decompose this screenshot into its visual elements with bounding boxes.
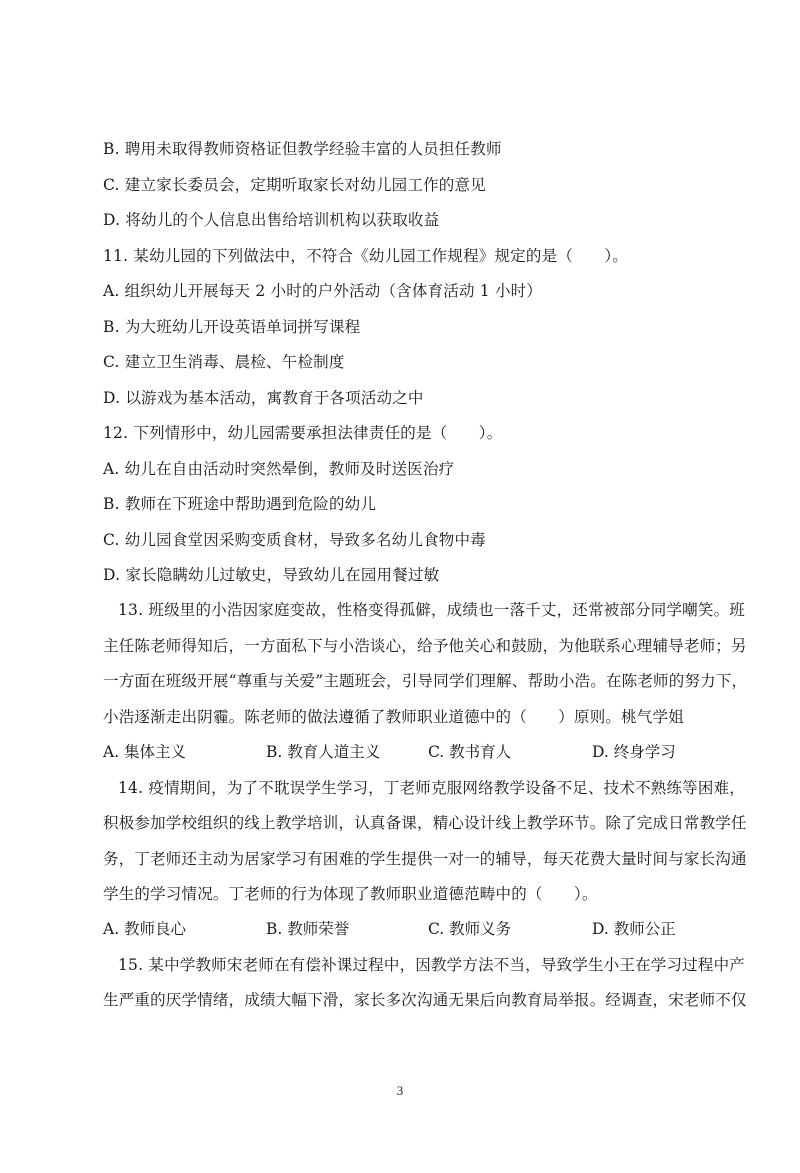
q14-option-c: C. 教师义务 [428,920,512,938]
q15-stem-line-1: 15. 某中学教师宋老师在有偿补课过程中，因教学方法不当，导致学生小王在学习过程中产 [118,956,745,974]
q13-option-b: B. 教育人道主义 [266,743,381,761]
page-number: 3 [396,1083,404,1098]
q13-stem-line-4: 小浩逐渐走出阴霾。陈老师的做法遵循了教师职业道德中的（ ）原则。桃气学姐 [103,708,684,726]
q14-option-d: D. 教师公正 [592,920,676,938]
q11-option-b: B. 为大班幼儿开设英语单词拼写课程 [103,318,361,336]
q10-option-d: D. 将幼儿的个人信息出售给培训机构以获取收益 [103,211,440,229]
q14-stem-line-4: 学生的学习情况。丁老师的行为体现了教师职业道德范畴中的（ ）。 [103,885,598,903]
q14-stem-line-2: 积极参加学校组织的线上教学培训，认真备课，精心设计线上教学环节。除了完成日常教学任 [103,814,747,832]
q12-option-c: C. 幼儿园食堂因采购变质食材，导致多名幼儿食物中毒 [103,531,486,549]
q13-stem-line-3: 一方面在班级开展“尊重与关爱”主题班会，引导同学们理解、帮助小浩。在陈老师的努力下， [103,672,748,690]
q11-option-c: C. 建立卫生消毒、晨检、午检制度 [103,353,345,371]
q12-option-a: A. 幼儿在自由活动时突然晕倒，教师及时送医治疗 [103,460,455,478]
q13-option-d: D. 终身学习 [592,743,676,761]
q11-option-d: D. 以游戏为基本活动，寓教育于各项活动之中 [103,389,424,407]
q13-option-a: A. 集体主义 [103,743,187,761]
q13-stem-line-1: 13. 班级里的小浩因家庭变故，性格变得孤僻，成绩也一落千丈，还常被部分同学嘲笑。班 [118,601,745,619]
q13-stem-line-2: 主任陈老师得知后，一方面私下与小浩谈心，给予他关心和鼓励，为他联系心理辅导老师；另 [103,637,747,655]
q14-option-a: A. 教师良心 [103,920,187,938]
q10-option-c: C. 建立家长委员会，定期听取家长对幼儿园工作的意见 [103,176,486,194]
q14-option-b: B. 教师荣誉 [266,920,350,938]
q13-option-c: C. 教书育人 [428,743,512,761]
q15-stem-line-2: 生严重的厌学情绪，成绩大幅下滑，家长多次沟通无果后向教育局举报。经调查，宋老师不仅 [103,991,747,1009]
q14-stem-line-1: 14. 疫情期间，为了不耽误学生学习，丁老师克服网络教学设备不足、技术不熟练等困难， [118,779,745,797]
q12-option-d: D. 家长隐瞒幼儿过敏史，导致幼儿在园用餐过敏 [103,566,440,584]
q11-option-a: A. 组织幼儿开展每天 2 小时的户外活动（含体育活动 1 小时） [103,282,543,300]
q12-stem: 12. 下列情形中，幼儿园需要承担法律责任的是（ ）。 [103,424,503,442]
q12-option-b: B. 教师在下班途中帮助遇到危险的幼儿 [103,495,377,513]
q10-option-b: B. 聘用未取得教师资格证但教学经验丰富的人员担任教师 [103,140,502,158]
q11-stem: 11. 某幼儿园的下列做法中，不符合《幼儿园工作规程》规定的是（ ）。 [103,247,629,265]
q14-stem-line-3: 务，丁老师还主动为居家学习有困难的学生提供一对一的辅导，每天花费大量时间与家长沟通 [103,850,747,868]
